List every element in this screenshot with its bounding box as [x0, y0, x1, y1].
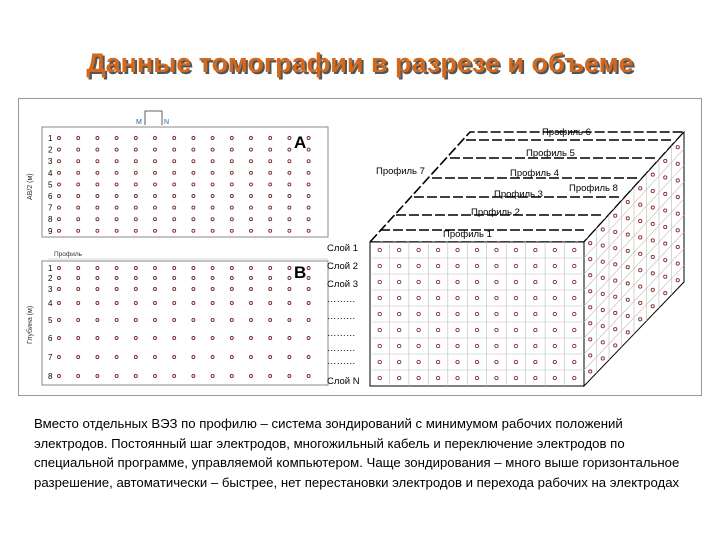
grid-dot	[173, 277, 176, 280]
layer-label: Слой 1	[327, 243, 359, 254]
grid-dot	[230, 356, 233, 359]
profile-label-4: Профиль 4	[510, 168, 559, 179]
volume-front-face	[370, 242, 584, 386]
grid-dot	[96, 356, 99, 359]
grid-dot	[154, 375, 157, 378]
grid-dot	[269, 319, 272, 322]
grid-dot	[307, 302, 310, 305]
panel-b-row-number: 2	[48, 274, 53, 283]
grid-dot	[269, 137, 272, 140]
grid-dot	[269, 356, 272, 359]
grid-dot	[115, 337, 118, 340]
panel-a-dots	[58, 137, 311, 233]
grid-dot	[77, 183, 80, 186]
grid-dot	[269, 218, 272, 221]
panel-b-row-number: 3	[48, 285, 53, 294]
profile-label-7: Профиль 7	[376, 166, 425, 177]
panel-a-row-number: 4	[48, 168, 53, 178]
grid-dot	[115, 288, 118, 291]
grid-dot	[154, 171, 157, 174]
grid-dot	[288, 229, 291, 232]
grid-dot	[230, 183, 233, 186]
grid-dot	[96, 160, 99, 163]
grid-dot	[288, 375, 291, 378]
grid-dot	[134, 277, 137, 280]
grid-dot	[134, 356, 137, 359]
grid-dot	[58, 195, 61, 198]
panel-a-row-number: 3	[48, 157, 53, 167]
grid-dot	[230, 319, 233, 322]
grid-dot	[77, 206, 80, 209]
grid-dot	[96, 137, 99, 140]
panel-a-row-number: 8	[48, 215, 53, 225]
grid-dot	[192, 277, 195, 280]
grid-dot	[115, 229, 118, 232]
panel-b-row-number: 6	[48, 334, 53, 343]
grid-dot	[96, 229, 99, 232]
grid-dot	[250, 267, 253, 270]
grid-dot	[173, 337, 176, 340]
layer-labels	[327, 243, 360, 387]
panel-b-axis-label: Глубина (м)	[27, 305, 34, 344]
grid-dot	[192, 319, 195, 322]
grid-dot	[134, 319, 137, 322]
grid-dot	[288, 302, 291, 305]
panel-a-section	[27, 111, 328, 237]
grid-dot	[154, 148, 157, 151]
grid-dot	[77, 148, 80, 151]
grid-dot	[211, 206, 214, 209]
grid-dot	[250, 206, 253, 209]
grid-dot	[192, 229, 195, 232]
grid-dot	[250, 160, 253, 163]
profile-label-8: Профиль 8	[569, 183, 618, 194]
grid-dot	[192, 356, 195, 359]
grid-dot	[134, 267, 137, 270]
electrode-m-label: M	[136, 119, 142, 126]
profile-label-1: Профиль 1	[443, 229, 492, 240]
grid-dot	[288, 206, 291, 209]
grid-dot	[250, 218, 253, 221]
grid-dot	[211, 195, 214, 198]
grid-dot	[96, 288, 99, 291]
grid-dot	[134, 302, 137, 305]
panel-b-row-number: 5	[48, 316, 53, 325]
grid-dot	[96, 302, 99, 305]
layer-label: ………	[327, 294, 356, 305]
grid-dot	[211, 160, 214, 163]
grid-dot	[154, 302, 157, 305]
grid-dot	[154, 137, 157, 140]
volume-section	[327, 127, 684, 387]
grid-dot	[192, 206, 195, 209]
grid-dot	[307, 218, 310, 221]
grid-dot	[288, 137, 291, 140]
grid-dot	[269, 267, 272, 270]
panel-b-row-number: 1	[48, 264, 53, 273]
grid-dot	[307, 319, 310, 322]
grid-dot	[173, 288, 176, 291]
grid-dot	[58, 267, 61, 270]
grid-dot	[58, 218, 61, 221]
grid-dot	[307, 171, 310, 174]
grid-dot	[250, 337, 253, 340]
grid-dot	[154, 160, 157, 163]
grid-dot	[307, 195, 310, 198]
grid-dot	[250, 171, 253, 174]
grid-dot	[269, 277, 272, 280]
grid-dot	[173, 218, 176, 221]
grid-dot	[269, 375, 272, 378]
grid-dot	[134, 171, 137, 174]
grid-dot	[58, 148, 61, 151]
grid-dot	[269, 288, 272, 291]
profile-label-2: Профиль 2	[471, 207, 520, 218]
grid-dot	[134, 375, 137, 378]
grid-dot	[288, 356, 291, 359]
grid-dot	[134, 218, 137, 221]
grid-dot	[58, 183, 61, 186]
grid-dot	[307, 337, 310, 340]
grid-dot	[250, 183, 253, 186]
grid-dot	[173, 302, 176, 305]
grid-dot	[250, 319, 253, 322]
grid-dot	[211, 337, 214, 340]
grid-dot	[96, 195, 99, 198]
grid-dot	[230, 218, 233, 221]
grid-dot	[192, 183, 195, 186]
grid-dot	[58, 277, 61, 280]
grid-dot	[269, 229, 272, 232]
grid-dot	[269, 160, 272, 163]
grid-dot	[250, 195, 253, 198]
electrode-n-label: N	[164, 119, 170, 126]
grid-dot	[211, 148, 214, 151]
grid-dot	[307, 160, 310, 163]
grid-dot	[211, 277, 214, 280]
grid-dot	[154, 288, 157, 291]
grid-dot	[77, 277, 80, 280]
grid-dot	[192, 375, 195, 378]
grid-dot	[230, 302, 233, 305]
grid-dot	[211, 288, 214, 291]
grid-dot	[307, 229, 310, 232]
grid-dot	[154, 319, 157, 322]
grid-dot	[173, 137, 176, 140]
layer-label: ………	[327, 356, 356, 367]
grid-dot	[307, 148, 310, 151]
grid-dot	[58, 375, 61, 378]
grid-dot	[96, 267, 99, 270]
panel-a-row-number: 7	[48, 203, 53, 213]
grid-dot	[211, 218, 214, 221]
grid-dot	[77, 171, 80, 174]
grid-dot	[154, 195, 157, 198]
grid-dot	[154, 356, 157, 359]
grid-dot	[173, 267, 176, 270]
grid-dot	[58, 137, 61, 140]
grid-dot	[154, 218, 157, 221]
profile-label-3: Профиль 3	[494, 189, 543, 200]
grid-dot	[192, 288, 195, 291]
grid-dot	[58, 171, 61, 174]
grid-dot	[96, 337, 99, 340]
panel-a-axis-label: AB/2 (м)	[27, 173, 34, 200]
grid-dot	[269, 206, 272, 209]
grid-dot	[192, 171, 195, 174]
layer-label: Слой 2	[327, 261, 359, 272]
panel-b-section	[26, 251, 328, 385]
grid-dot	[154, 277, 157, 280]
grid-dot	[58, 319, 61, 322]
grid-dot	[192, 148, 195, 151]
grid-dot	[211, 171, 214, 174]
grid-dot	[211, 229, 214, 232]
grid-dot	[250, 288, 253, 291]
grid-dot	[230, 267, 233, 270]
grid-dot	[307, 356, 310, 359]
grid-dot	[307, 277, 310, 280]
page-title: Данные томографии в разрезе и объеме	[86, 48, 634, 78]
grid-dot	[58, 356, 61, 359]
grid-dot	[288, 195, 291, 198]
grid-dot	[288, 267, 291, 270]
grid-dot	[250, 137, 253, 140]
grid-dot	[230, 288, 233, 291]
grid-dot	[307, 206, 310, 209]
grid-dot	[288, 277, 291, 280]
grid-dot	[173, 183, 176, 186]
grid-dot	[115, 356, 118, 359]
grid-dot	[115, 195, 118, 198]
grid-dot	[211, 302, 214, 305]
panel-b-label: B	[294, 263, 307, 282]
layer-label: Слой 3	[327, 279, 359, 290]
panel-b-row-number: 8	[48, 372, 53, 381]
grid-dot	[77, 356, 80, 359]
tomography-diagram	[18, 98, 702, 396]
grid-dot	[250, 229, 253, 232]
grid-dot	[115, 206, 118, 209]
grid-dot	[173, 356, 176, 359]
grid-dot	[115, 267, 118, 270]
grid-dot	[96, 148, 99, 151]
grid-dot	[307, 375, 310, 378]
grid-dot	[115, 183, 118, 186]
layer-label: ………	[327, 328, 356, 339]
grid-dot	[77, 160, 80, 163]
panel-a-label: A	[294, 133, 307, 152]
layer-label: Слой N	[327, 376, 360, 387]
panel-b-dots	[58, 267, 311, 378]
grid-dot	[269, 302, 272, 305]
grid-dot	[230, 375, 233, 378]
grid-dot	[288, 148, 291, 151]
grid-dot	[58, 337, 61, 340]
grid-dot	[230, 206, 233, 209]
grid-dot	[192, 160, 195, 163]
grid-dot	[211, 356, 214, 359]
grid-dot	[115, 137, 118, 140]
grid-dot	[269, 171, 272, 174]
grid-dot	[269, 183, 272, 186]
grid-dot	[134, 337, 137, 340]
panel-a-row-number: 6	[48, 192, 53, 201]
grid-dot	[96, 319, 99, 322]
profile-label-5: Профиль 5	[526, 148, 575, 159]
grid-dot	[192, 337, 195, 340]
grid-dot	[307, 288, 310, 291]
grid-dot	[173, 148, 176, 151]
grid-dot	[230, 277, 233, 280]
panel-a-row-number: 1	[48, 134, 53, 143]
grid-dot	[134, 160, 137, 163]
grid-dot	[230, 137, 233, 140]
grid-dot	[192, 218, 195, 221]
grid-dot	[154, 337, 157, 340]
grid-dot	[96, 277, 99, 280]
grid-dot	[288, 337, 291, 340]
grid-dot	[77, 137, 80, 140]
grid-dot	[230, 337, 233, 340]
grid-dot	[77, 375, 80, 378]
grid-dot	[192, 195, 195, 198]
grid-dot	[230, 171, 233, 174]
grid-dot	[115, 319, 118, 322]
grid-dot	[230, 195, 233, 198]
grid-dot	[77, 337, 80, 340]
panel-a-row-number: 2	[48, 145, 53, 155]
grid-dot	[173, 229, 176, 232]
grid-dot	[115, 148, 118, 151]
grid-dot	[288, 319, 291, 322]
grid-dot	[250, 375, 253, 378]
grid-dot	[211, 319, 214, 322]
grid-dot	[115, 171, 118, 174]
grid-dot	[77, 302, 80, 305]
grid-dot	[211, 183, 214, 186]
grid-dot	[77, 195, 80, 198]
grid-dot	[307, 267, 310, 270]
electrode-bracket	[145, 111, 162, 125]
grid-dot	[115, 160, 118, 163]
grid-dot	[250, 148, 253, 151]
grid-dot	[288, 183, 291, 186]
grid-dot	[250, 302, 253, 305]
panel-b-row-number: 7	[48, 353, 53, 362]
description-text: Вместо отдельных ВЭЗ по профилю – система зондирований с минимумом рабочих положений электродов. Постоянный шаг электродов, многожильный кабель и переключение электродов по специальной программе, управляемой компьютером. Чаще зондирования – много выше горизонтальное разрешение, автоматически – быстрее, нет перестановки электродов и перехода рабочих на электродах	[34, 416, 680, 490]
grid-dot	[115, 277, 118, 280]
grid-dot	[134, 195, 137, 198]
grid-dot	[269, 148, 272, 151]
grid-dot	[96, 218, 99, 221]
grid-dot	[288, 218, 291, 221]
grid-dot	[77, 267, 80, 270]
grid-dot	[154, 206, 157, 209]
grid-dot	[154, 267, 157, 270]
grid-dot	[58, 206, 61, 209]
grid-dot	[269, 337, 272, 340]
grid-dot	[77, 319, 80, 322]
grid-dot	[173, 206, 176, 209]
grid-dot	[211, 137, 214, 140]
grid-dot	[269, 195, 272, 198]
grid-dot	[173, 171, 176, 174]
grid-dot	[307, 183, 310, 186]
grid-dot	[288, 288, 291, 291]
grid-dot	[288, 171, 291, 174]
layer-label: ………	[327, 311, 356, 322]
grid-dot	[115, 375, 118, 378]
grid-dot	[250, 277, 253, 280]
grid-dot	[96, 375, 99, 378]
grid-dot	[192, 137, 195, 140]
grid-dot	[230, 148, 233, 151]
grid-dot	[58, 302, 61, 305]
grid-dot	[96, 206, 99, 209]
grid-dot	[173, 195, 176, 198]
grid-dot	[115, 302, 118, 305]
panel-a-row-number: 9	[48, 226, 53, 236]
panel-a-row-number: 5	[48, 180, 53, 190]
panel-a-row-numbers	[48, 134, 53, 236]
panel-b-row-numbers	[48, 264, 53, 381]
grid-dot	[134, 288, 137, 291]
grid-dot	[115, 218, 118, 221]
grid-dot	[77, 218, 80, 221]
profile-label-6: Профиль 6	[542, 127, 591, 138]
grid-dot	[154, 229, 157, 232]
grid-dot	[250, 356, 253, 359]
grid-dot	[230, 229, 233, 232]
grid-dot	[211, 375, 214, 378]
grid-dot	[173, 319, 176, 322]
grid-dot	[134, 137, 137, 140]
grid-dot	[173, 160, 176, 163]
grid-dot	[134, 148, 137, 151]
grid-dot	[96, 183, 99, 186]
grid-dot	[154, 183, 157, 186]
grid-dot	[77, 229, 80, 232]
grid-dot	[230, 160, 233, 163]
grid-dot	[307, 137, 310, 140]
grid-dot	[192, 302, 195, 305]
grid-dot	[134, 206, 137, 209]
grid-dot	[173, 375, 176, 378]
grid-dot	[58, 288, 61, 291]
grid-dot	[211, 267, 214, 270]
grid-dot	[192, 267, 195, 270]
grid-dot	[134, 229, 137, 232]
panel-b-row-number: 4	[48, 299, 53, 308]
panel-b-profile-label: Профиль	[54, 251, 83, 258]
grid-dot	[134, 183, 137, 186]
grid-dot	[77, 288, 80, 291]
panel-a-grid	[42, 127, 328, 237]
grid-dot	[58, 160, 61, 163]
layer-label: ………	[327, 343, 356, 354]
grid-dot	[58, 229, 61, 232]
grid-dot	[96, 171, 99, 174]
grid-dot	[288, 160, 291, 163]
panel-b-grid	[42, 261, 328, 385]
